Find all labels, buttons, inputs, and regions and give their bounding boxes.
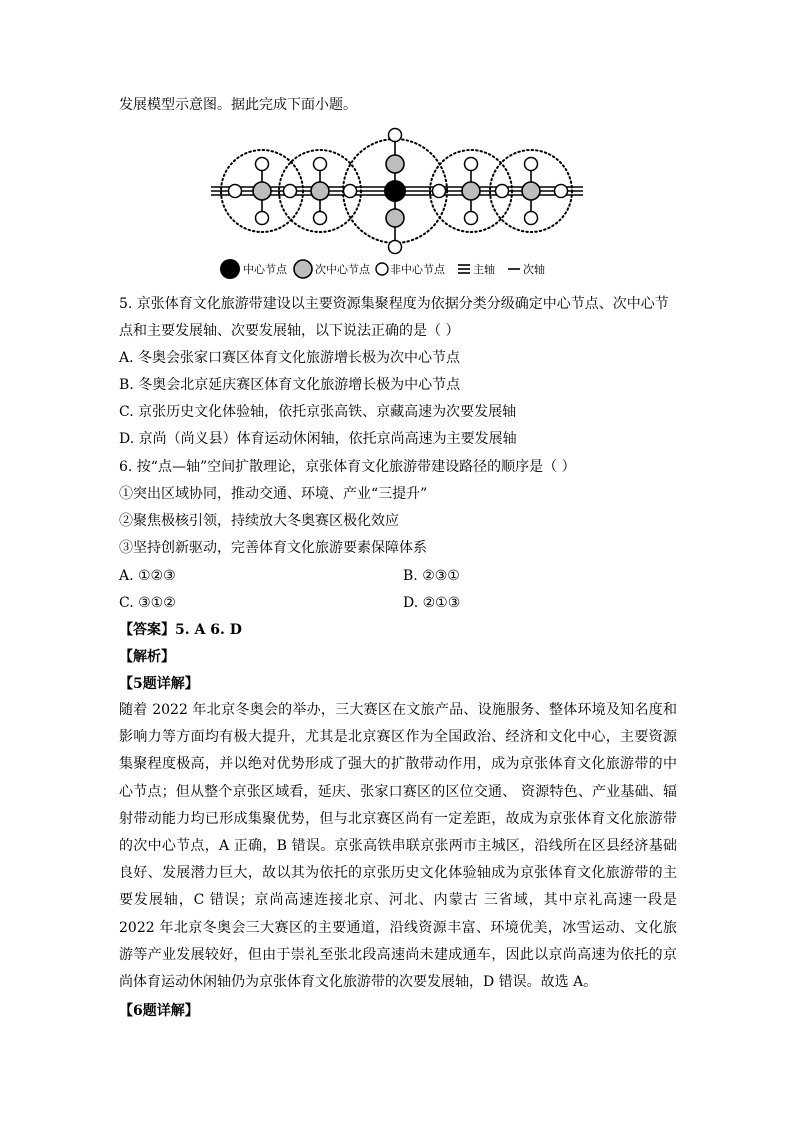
q5-stem-line1: 5. 京张体育文化旅游带建设以主要资源集聚程度为依据分类分级确定中心节点、次中心节 [119, 296, 669, 312]
q6-statement-1: ①突出区域协同，推动交通、环境、产业“三提升” [119, 486, 428, 502]
q5-option-c: C. 京张历史文化体验轴，依托京张高铁、京藏高速为次要发展轴 [119, 404, 517, 420]
q5-detail-label: 【5题详解】 [119, 676, 199, 692]
sub-center-node [311, 182, 329, 200]
q6-option-d: D. ②①③ [403, 595, 461, 611]
non-center-node-icon [374, 259, 390, 279]
point-axis-model-diagram [205, 124, 589, 256]
main-axis-icon [455, 259, 473, 279]
non-center-node [496, 185, 509, 198]
analysis-label: 【解析】 [119, 649, 175, 665]
intro-text: 发展模型示意图。据此完成下面小题。 [119, 97, 357, 113]
diagram-legend [219, 259, 549, 279]
center-node-icon [219, 259, 243, 279]
q6-option-c: C. ③①② [119, 595, 176, 611]
legend-noncenter-label: 非中心节点 [390, 263, 445, 276]
q6-stem: 6. 按“点—轴”空间扩散理论，京张体育文化旅游带建设路径的顺序是（ ） [119, 459, 576, 475]
legend-sub-node [291, 259, 370, 279]
q5-option-d: D. 京尚（尚义县）体育运动休闲轴，依托京尚高速为主要发展轴 [119, 431, 517, 447]
answer-line: 【答案】5. A 6. D [119, 622, 242, 638]
q5-option-b: B. 冬奥会北京延庆赛区体育文化旅游增长极为中心节点 [119, 377, 461, 393]
non-center-node [284, 185, 297, 198]
non-center-node [465, 158, 478, 171]
non-center-node [256, 212, 269, 225]
q6-option-b: B. ②③① [403, 568, 460, 584]
q5-detail-paragraph: 随着 2022 年北京冬奥会的举办，三大赛区在文旅产品、设施服务、整体环境及知名度和影响力等方面均有极大提升，尤其是北京赛区作为全国政治、经济和文化中心，主要资源集聚程度极高，并以绝对优势形成了强大的扩散带动作用，成为京张体育文化旅游带的中心节点；但从整个京张区域看，延庆、张家口赛区的区位交通、 资源特色、产业基础、辐射带动能力均已形成集聚优势，但与北京赛区尚有一定差距，故成为京张体育文化旅游带的次中心节点，A 正确，B 错误。京张高铁串联京张两市主城区，沿线所在区县经济基础良好、发展潜力巨大，故以其为依托的京张历史文化体验轴成为京张体育文化旅游带的主要发展轴，C 错误；京尚高速连接北京、河北、内蒙古 三省域，其中京礼高速一段是 2022 年北京冬奥会三大赛区的主要通道，沿线资源丰富、环境优美，冰雪运动、文化旅游等产业发展较好，但由于崇礼至张北段高速尚未建成通车，因此以京尚高速为依托的京尚体育运动休闲轴仍为京张体育文化旅游带的次要发展轴，D 错误。故选 A。 [119, 702, 677, 991]
non-center-node [525, 158, 538, 171]
legend-noncenter-node [374, 259, 445, 279]
sub-axis-icon [505, 259, 523, 279]
non-center-node [389, 241, 402, 254]
sub-center-node [462, 182, 480, 200]
q6-detail-label: 【6题详解】 [119, 1003, 199, 1019]
q6-statement-3: ③坚持创新驱动，完善体育文化旅游要素保障体系 [119, 540, 427, 556]
q6-option-a: A. ①②③ [119, 568, 176, 584]
non-center-node [344, 185, 357, 198]
sub-center-node [386, 155, 404, 173]
legend-center-node [219, 259, 287, 279]
non-center-node [314, 158, 327, 171]
q5-option-a: A. 冬奥会张家口赛区体育文化旅游增长极为次中心节点 [119, 350, 461, 366]
legend-sub-axis [505, 259, 545, 279]
non-center-node [525, 212, 538, 225]
q6-statement-2: ②聚焦极核引领，持续放大冬奥赛区极化效应 [119, 513, 399, 529]
legend-main-axis [455, 259, 495, 279]
non-center-node [465, 212, 478, 225]
sub-center-node [253, 182, 271, 200]
sub-center-node [522, 182, 540, 200]
center-node [384, 180, 406, 202]
non-center-node [229, 185, 242, 198]
non-center-node [256, 158, 269, 171]
non-center-node [389, 129, 402, 142]
legend-sub-axis-label: 次轴 [523, 263, 545, 276]
legend-sub-label: 次中心节点 [315, 263, 370, 276]
non-center-node [314, 212, 327, 225]
legend-center-label: 中心节点 [243, 263, 287, 276]
non-center-node [555, 185, 568, 198]
non-center-node [433, 185, 446, 198]
q5-stem-line2: 点和主要发展轴、次要发展轴，以下说法正确的是（ ） [119, 323, 460, 339]
sub-center-node-icon [291, 259, 315, 279]
sub-center-node [386, 209, 404, 227]
legend-main-axis-label: 主轴 [473, 263, 495, 276]
